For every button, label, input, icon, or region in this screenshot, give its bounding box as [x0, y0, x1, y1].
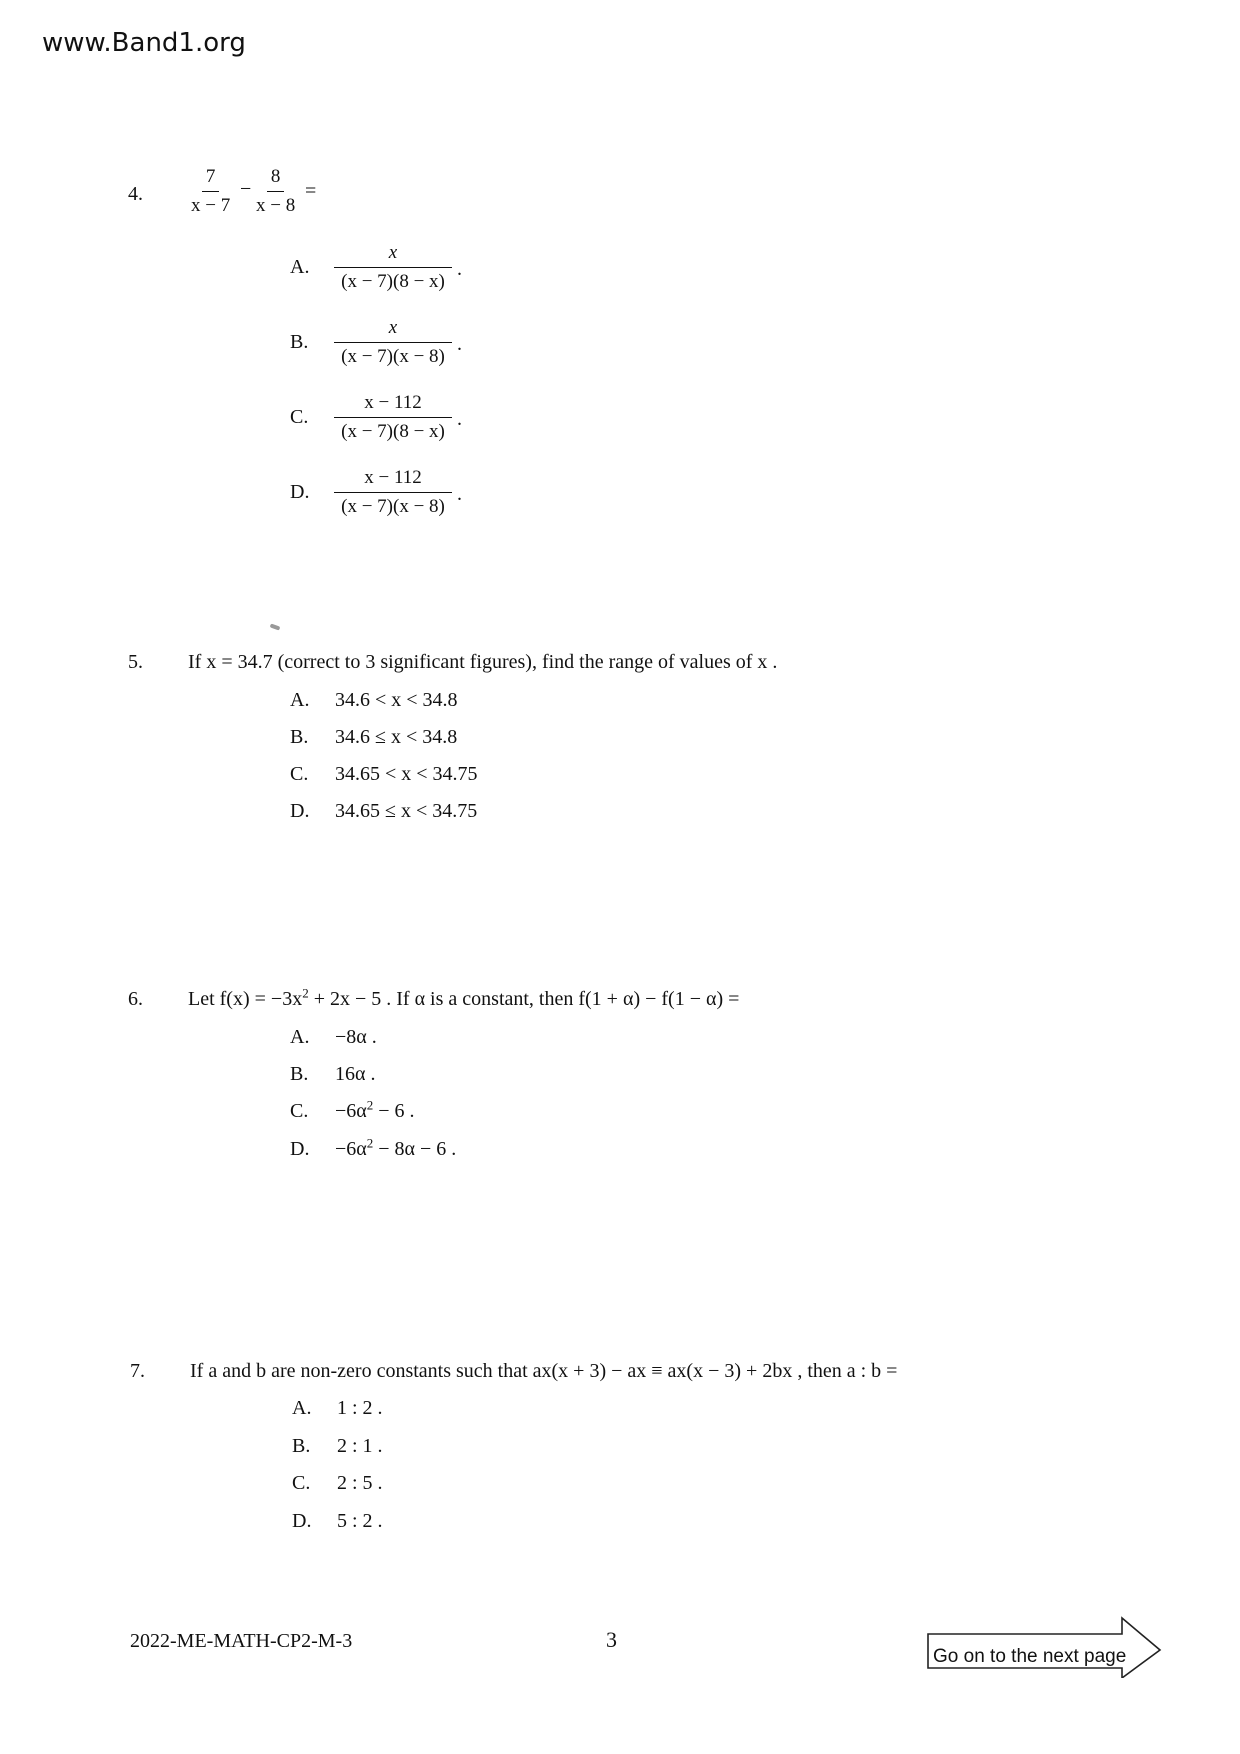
q4-option-d-period: .: [457, 483, 462, 505]
q7-option-a-text: 1 : 2 .: [337, 1397, 383, 1419]
q4-option-d-fraction: [334, 467, 452, 518]
question-5-stem: If x = 34.7 (correct to 3 significant figures), find the range of values of x .: [188, 651, 778, 673]
question-6-stem: Let $f(x) = -3x^2 + 2x - 5$ . If α is a constant, then f(1 + α) − f(1 − α) =: [188, 985, 740, 1010]
q4-option-b-numerator: x: [334, 317, 452, 343]
q4-option-c-letter: C.: [290, 406, 309, 428]
q7-option-b-text: 2 : 1 .: [337, 1435, 383, 1457]
question-7-stem: If a and b are non-zero constants such that ax(x + 3) − ax ≡ ax(x − 3) + 2bx , then a : b =: [190, 1360, 898, 1382]
q4-fraction-1: [187, 166, 234, 217]
q7-option-c-letter: C.: [292, 1472, 311, 1494]
q5-option-d-letter: D.: [290, 800, 310, 822]
next-page-arrow: [926, 1616, 1166, 1678]
page-number: 3: [606, 1627, 617, 1652]
q4-fraction-2-denominator: x − 8: [256, 195, 296, 216]
q7-option-b-letter: B.: [292, 1435, 311, 1457]
q4-option-a-numerator: x: [334, 242, 452, 268]
q4-option-b-letter: B.: [290, 331, 309, 353]
scan-speck: [270, 623, 281, 630]
q6-option-d-letter: D.: [290, 1138, 310, 1160]
q7-option-d-letter: D.: [292, 1510, 312, 1532]
q4-option-a-fraction: [334, 242, 452, 293]
question-5-number: 5.: [128, 651, 143, 673]
q5-option-d-text: 34.65 ≤ x < 34.75: [335, 800, 478, 822]
q4-option-d-denominator: (x − 7)(x − 8): [341, 496, 445, 517]
q4-fraction-1-denominator: x − 7: [191, 195, 231, 216]
q4-option-a-period: .: [457, 258, 462, 280]
q4-option-a-denominator: (x − 7)(8 − x): [341, 271, 445, 292]
question-7-number: 7.: [130, 1360, 145, 1382]
q7-option-a-letter: A.: [292, 1397, 312, 1419]
q6-option-b-letter: B.: [290, 1063, 309, 1085]
q7-option-d-text: 5 : 2 .: [337, 1510, 383, 1532]
q5-option-a-letter: A.: [290, 689, 310, 711]
q4-option-c-period: .: [457, 408, 462, 430]
question-6-number: 6.: [128, 988, 143, 1010]
q5-option-b-text: 34.6 ≤ x < 34.8: [335, 726, 458, 748]
q4-option-d-numerator: x − 112: [334, 467, 452, 493]
q6-option-a-letter: A.: [290, 1026, 310, 1048]
q6-option-b-text: 16α .: [335, 1063, 376, 1085]
q4-option-b-fraction: [334, 317, 452, 368]
site-watermark: www.Band1.org: [42, 28, 246, 58]
q4-option-b-period: .: [457, 333, 462, 355]
q4-fraction-2: [252, 166, 299, 217]
q4-fraction-2-numerator: 8: [267, 166, 285, 192]
q5-option-c-letter: C.: [290, 763, 309, 785]
q6-option-a-text: −8α .: [335, 1026, 377, 1048]
q4-option-c-numerator: x − 112: [334, 392, 452, 418]
q4-option-d-letter: D.: [290, 481, 310, 503]
paper-code: 2022-ME-MATH-CP2-M-3: [130, 1630, 353, 1652]
q4-option-a-letter: A.: [290, 256, 310, 278]
q4-option-c-denominator: (x − 7)(8 − x): [341, 421, 445, 442]
q4-equals-sign: =: [305, 180, 317, 202]
next-page-label: Go on to the next page: [933, 1646, 1127, 1667]
q4-minus-sign: −: [240, 178, 252, 200]
q5-option-b-letter: B.: [290, 726, 309, 748]
q5-option-a-text: 34.6 < x < 34.8: [335, 689, 458, 711]
q6-option-c-text: $-6\alpha^2 - 6$ .: [335, 1097, 415, 1122]
q6-option-d-text: $-6\alpha^2 - 8\alpha - 6$ .: [335, 1135, 457, 1160]
q6-option-c-letter: C.: [290, 1100, 309, 1122]
q7-option-c-text: 2 : 5 .: [337, 1472, 383, 1494]
question-4-number: 4.: [128, 183, 143, 205]
q4-fraction-1-numerator: 7: [202, 166, 220, 192]
q4-option-b-denominator: (x − 7)(x − 8): [341, 346, 445, 367]
q4-option-c-fraction: [334, 392, 452, 443]
q5-option-c-text: 34.65 < x < 34.75: [335, 763, 478, 785]
